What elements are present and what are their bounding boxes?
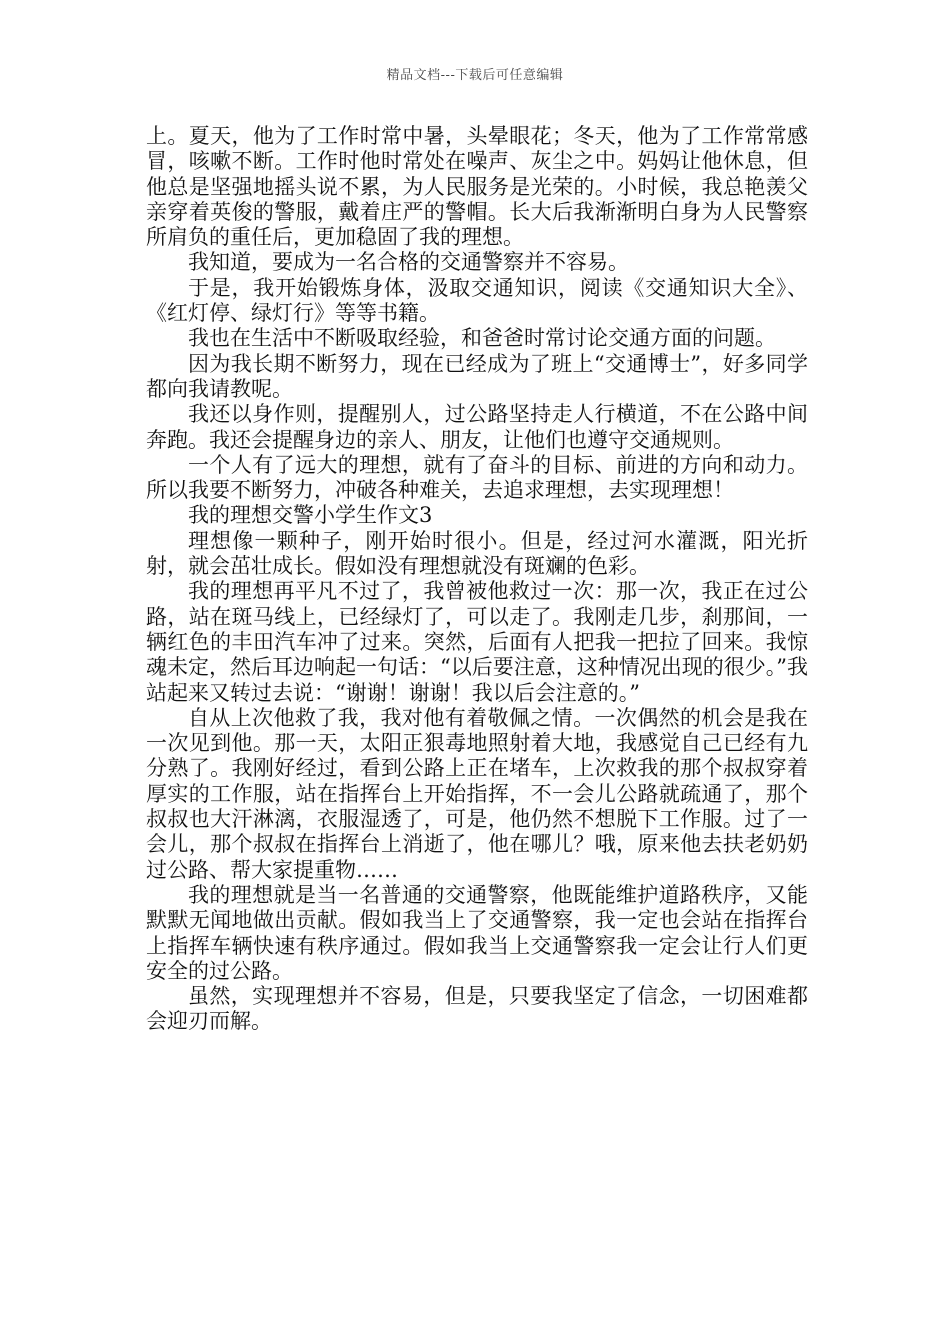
paragraph: 一个人有了远大的理想，就有了奋斗的目标、前进的方向和动力。所以我要不断努力，冲破各种难关，去追求理想，去实现理想！ (146, 452, 808, 503)
page-header: 精品文档---下载后可任意编辑 (386, 68, 564, 83)
document-body (146, 124, 808, 1035)
section-title: 我的理想交警小学生作文3 (188, 503, 433, 528)
paragraph: 我的理想就是当一名普通的交通警察，他既能维护道路秩序，又能默默无闻地做出贡献。假如我当上了交通警察，我一定也会站在指挥台上指挥车辆快速有秩序通过。假如我当上交通警察我一定会让行人们更安全的过公路。 (146, 882, 808, 983)
paragraph: 理想像一颗种子，刚开始时很小。但是，经过河水灌溉，阳光折射，就会茁壮成长。假如没有理想就没有斑斓的色彩。 (146, 528, 808, 579)
paragraph: 于是，我开始锻炼身体，汲取交通知识，阅读《交通知识大全》、《红灯停、绿灯行》等等书籍。 (146, 275, 808, 326)
paragraph: 我还以身作则，提醒别人，过公路坚持走人行横道，不在公路中间奔跑。我还会提醒身边的亲人、朋友，让他们也遵守交通规则。 (146, 402, 808, 452)
paragraph: 我知道，要成为一名合格的交通警察并不容易。 (188, 250, 629, 275)
paragraph: 自从上次他救了我，我对他有着敬佩之情。一次偶然的机会是我在一次见到他。那一天，太阳正狠毒地照射着大地，我感觉自己已经有九分熟了。我刚好经过，看到公路上正在堵车，上次救我的那个叔叔穿着厚实的工作服，站在指挥台上开始指挥，不一会儿公路就疏通了，那个叔叔也大汗淋漓，衣服湿透了，可是，他仍然不想脱下工作服。过了一会儿，那个叔叔在指挥台上消逝了，他在哪儿？哦，原来他去扶老奶奶过公路、帮大家提重物…… (146, 705, 808, 882)
paragraph: 虽然，实现理想并不容易，但是，只要我坚定了信念，一切困难都会迎刃而解。 (146, 984, 808, 1034)
paragraph: 因为我长期不断努力，现在已经成为了班上“交通博士”，好多同学都向我请教呢。 (146, 351, 808, 401)
paragraph: 我的理想再平凡不过了，我曾被他救过一次：那一次，我正在过公路，站在斑马线上，已经绿灯了，可以走了。我刚走几步，刹那间，一辆红色的丰田汽车冲了过来。突然，后面有人把我一把拉了回来。我惊魂未定，然后耳边响起一句话：“以后要注意，这种情况出现的很少。”我站起来又转过去说：“谢谢！谢谢！我以后会注意的。” (146, 579, 808, 705)
paragraph: 上。夏天，他为了工作时常中暑，头晕眼花；冬天，他为了工作常常感冒，咳嗽不断。工作时他时常处在噪声、灰尘之中。妈妈让他休息，但他总是坚强地摇头说不累，为人民服务是光荣的。小时候，我总艳羡父亲穿着英俊的警服，戴着庄严的警帽。长大后我渐渐明白身为人民警察所肩负的重任后，更加稳固了我的理想。 (146, 124, 808, 250)
paragraph: 我也在生活中不断吸取经验，和爸爸时常讨论交通方面的问题。 (188, 326, 776, 351)
